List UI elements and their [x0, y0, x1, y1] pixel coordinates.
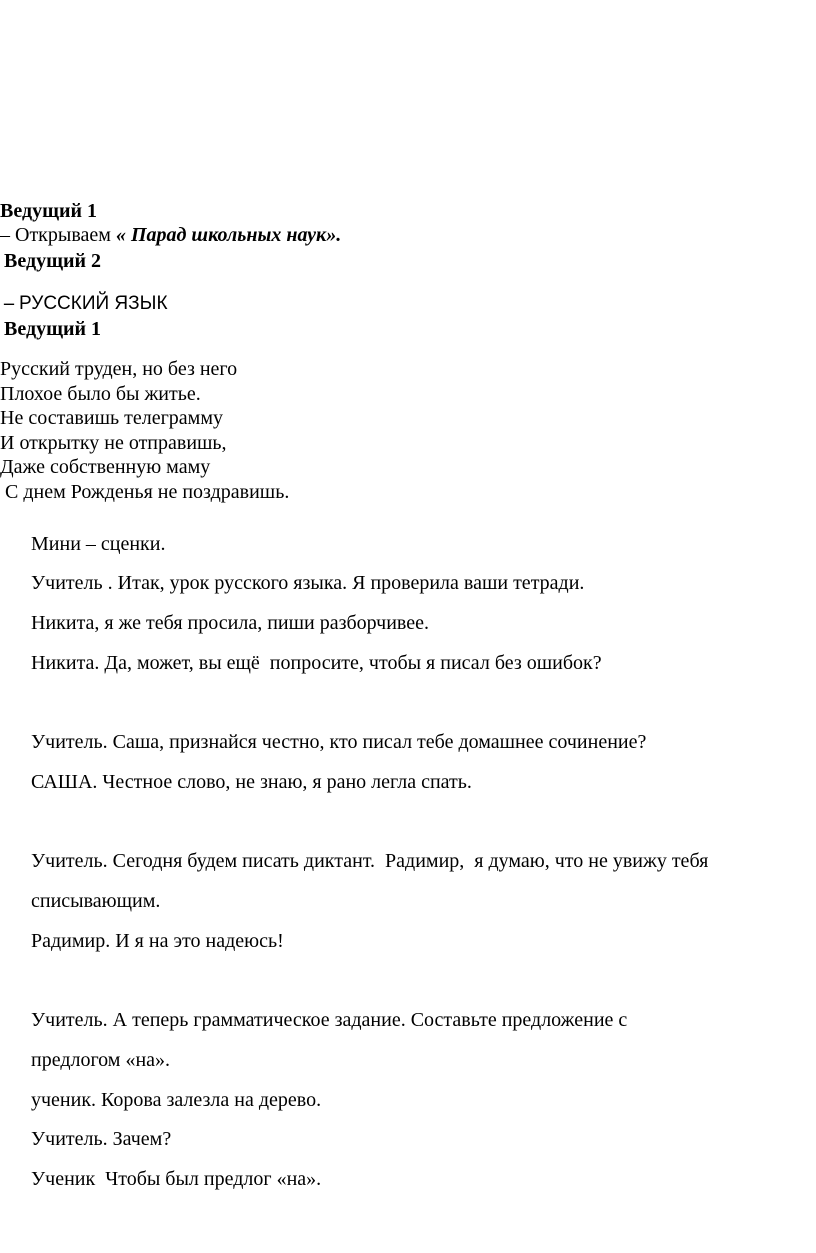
poem-line: Не составишь телеграмму [0, 407, 223, 429]
host-1-label: Ведущий 1 [0, 200, 98, 222]
poem-line: Русский труден, но без него [0, 358, 238, 380]
host-1-label-second: Ведущий 1 [4, 318, 102, 340]
dialogue-line: Учитель . Итак, урок русского языка. Я проверила ваши тетради. [31, 572, 585, 594]
dialogue-line: Учитель. Сегодня будем писать диктант. Радимир, я думаю, что не увижу тебя [31, 850, 709, 872]
dialogue-line: САША. Честное слово, не знаю, я рано легла спать. [31, 771, 472, 793]
dialogue-line: Радимир. И я на это надеюсь! [31, 930, 284, 952]
dialogue-line: Учитель. Саша, признайся честно, кто писал тебе домашнее сочинение? [31, 731, 647, 753]
poem-line: С днем Рожденья не поздравишь. [0, 481, 290, 503]
opening-prefix: – Открываем [0, 224, 116, 246]
dialogue-line: предлогом «на». [31, 1049, 171, 1071]
poem-line: Даже собственную маму [0, 456, 211, 478]
dialogue-line: Учитель. Зачем? [31, 1128, 172, 1150]
poem-line: Плохое было бы житье. [0, 383, 201, 405]
host-2-label: Ведущий 2 [4, 250, 102, 272]
dialogue-line: списывающим. [31, 890, 161, 912]
subject-heading: РУССКИЙ ЯЗЫК [19, 293, 168, 314]
opening-line [0, 223, 341, 247]
dialogue-line: ученик. Корова залезла на дерево. [31, 1089, 322, 1111]
dialogue-line: Никита, я же тебя просила, пиши разборчивее. [31, 612, 429, 634]
dialogue-line: Ученик Чтобы был предлог «на». [31, 1168, 322, 1190]
dialogue-line: Никита. Да, может, вы ещё попросите, чтобы я писал без ошибок? [31, 652, 602, 674]
event-title: « Парад школьных наук». [115, 224, 342, 246]
subject-line [4, 291, 168, 316]
dialogue-line: Учитель. А теперь грамматическое задание. Составьте предложение с [31, 1009, 628, 1031]
poem-line: И открытку не отправишь, [0, 432, 227, 454]
scenes-heading: Мини – сценки. [31, 533, 166, 555]
subject-dash: – [4, 292, 19, 314]
